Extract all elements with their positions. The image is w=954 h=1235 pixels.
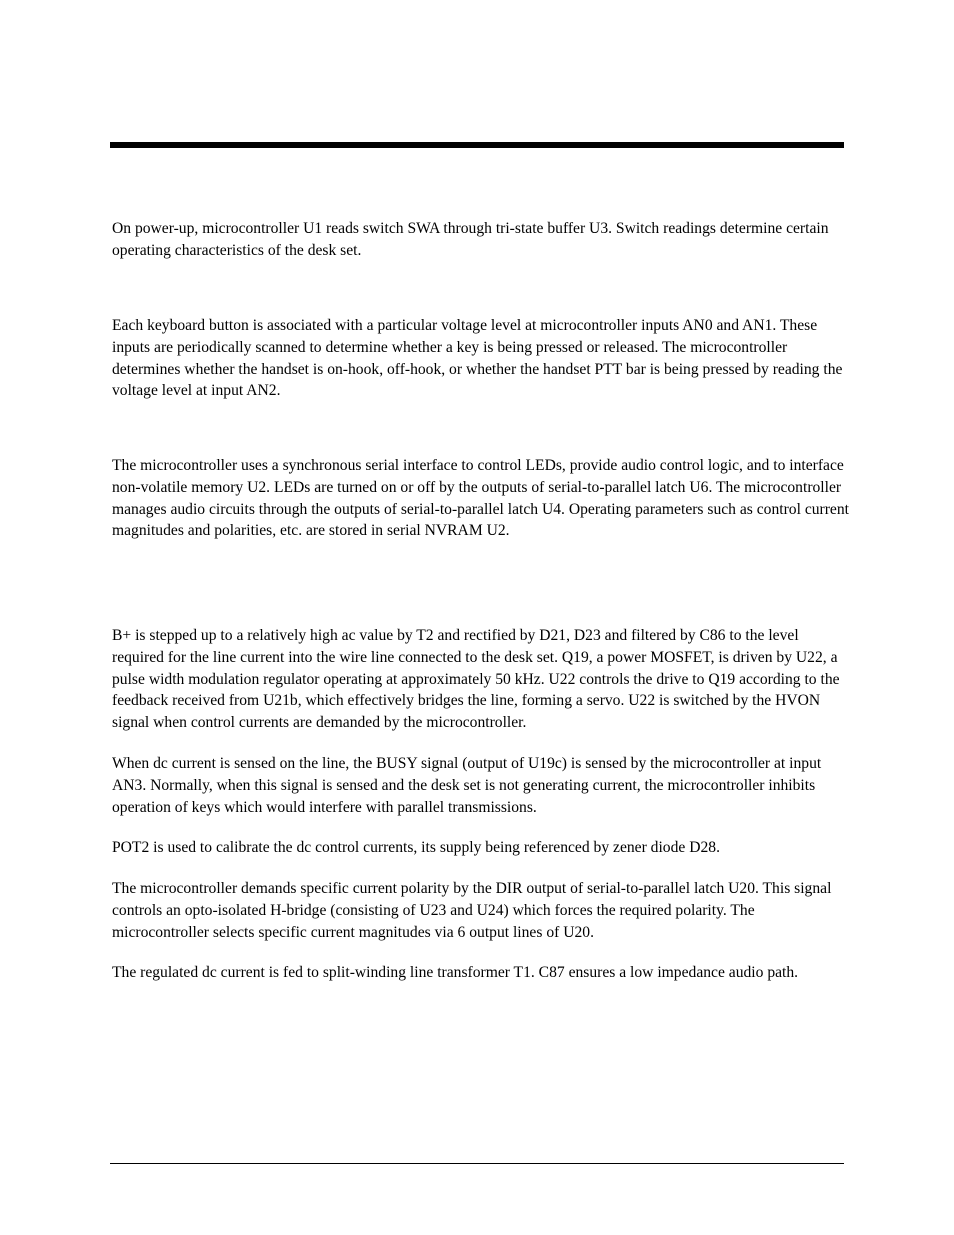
paragraph-transformer: The regulated dc current is fed to split-winding line transformer T1. C87 ensures a low impedance audio path. — [112, 964, 799, 981]
paragraph-polarity: The microcontroller demands specific current polarity by the DIR output of serial-to-parallel latch U20. This signal controls an opto-isolated H-bridge (consisting of U23 and U24) which forces the required polarity. The microcontroller selects specific current magnitudes via 6 output lines of U20. — [112, 880, 832, 941]
paragraph-power-up: On power-up, microcontroller U1 reads switch SWA through tri-state buffer U3. Switch readings determine certain operating characteristics of the desk set. — [112, 220, 829, 259]
paragraph-busy-signal: When dc current is sensed on the line, the BUSY signal (output of U19c) is sensed by the microcontroller at input AN3. Normally, when this signal is sensed and the desk set is not generating current, the microcontroller inhibits operation of keys which would interfere with parallel transmissions. — [112, 755, 822, 816]
footer-rule — [110, 1163, 844, 1164]
paragraph-keyboard: Each keyboard button is associated with a particular voltage level at microcontroller inputs AN0 and AN1. These inputs are periodically scanned to determine whether a key is being pressed or released. The microcontroller determines whether the handset is on-hook, off-hook, or whether the handset PTT bar is being pressed by reading the voltage level at input AN2. — [112, 317, 843, 400]
header-rule — [110, 142, 844, 148]
paragraph-pot2: POT2 is used to calibrate the dc control currents, its supply being referenced by zener diode D28. — [112, 839, 720, 856]
paragraph-line-current: B+ is stepped up to a relatively high ac value by T2 and rectified by D21, D23 and filtered by C86 to the level required for the line current into the wire line connected to the desk set. Q19, a power MOSFET, is driven by U22, a pulse width modulation regulator operating at approximately 50 kHz. U22 controls the drive to Q19 according to the feedback received from U21b, which effectively bridges the line, forming a servo. U22 is switched by the HVON signal when control currents are demanded by the microcontroller. — [112, 627, 840, 732]
paragraph-serial-interface: The microcontroller uses a synchronous serial interface to control LEDs, provide audio control logic, and to interface non-volatile memory U2. LEDs are turned on or off by the outputs of serial-to-parallel latch U6. The microcontroller manages audio circuits through the outputs of serial-to-parallel latch U4. Operating parameters such as control current magnitudes and polarities, etc. are stored in serial NVRAM U2. — [112, 457, 849, 540]
